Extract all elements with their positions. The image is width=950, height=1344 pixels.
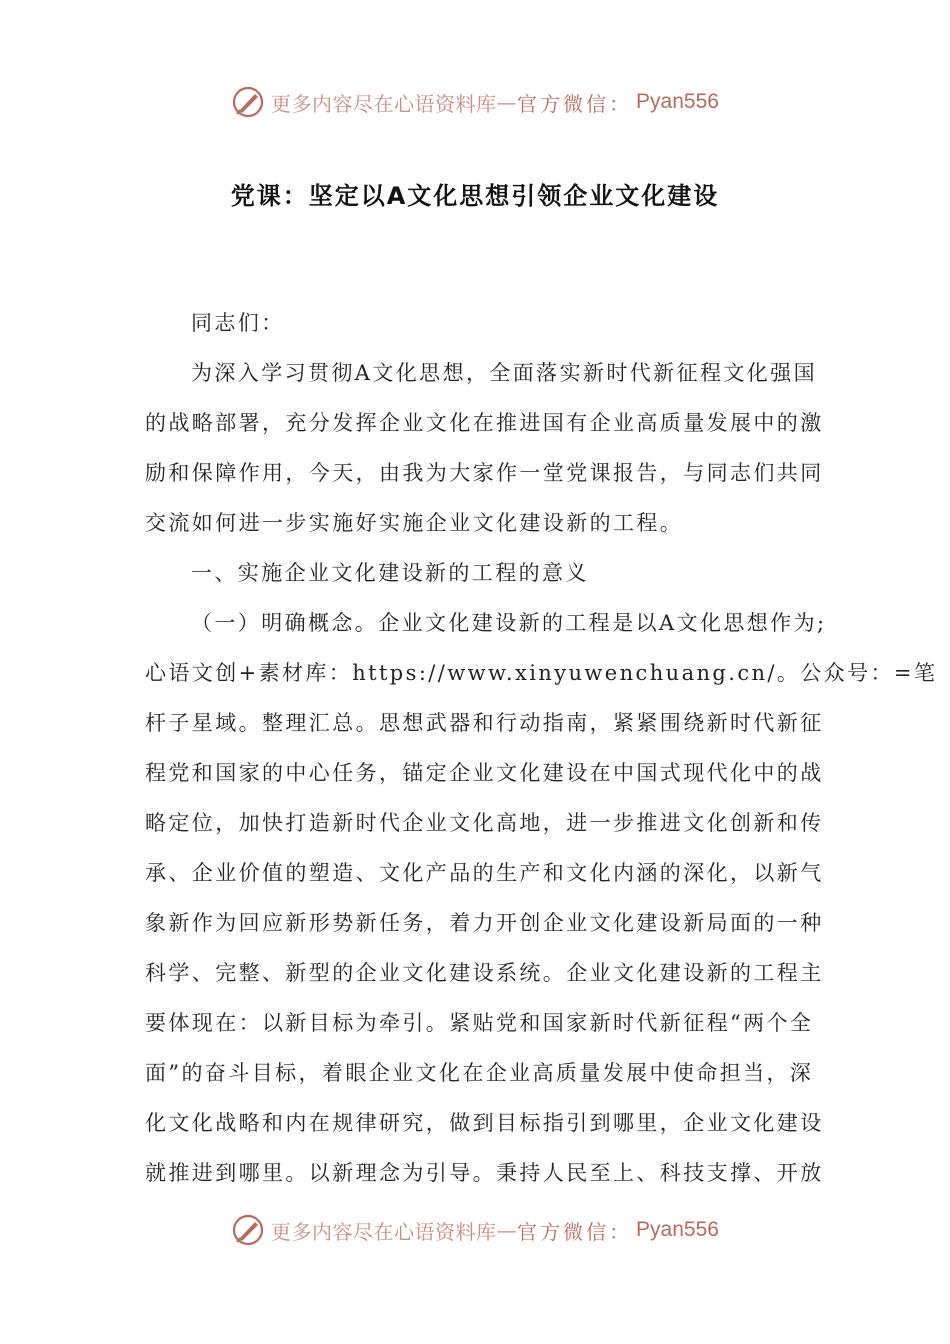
banner-wechat-label: 官方微信： [517, 91, 633, 116]
body-text-line: 化文化战略和内在规律研究，做到目标指引到哪里，企业文化建设 [145, 1111, 824, 1135]
body-text-line: 程党和国家的中心任务，锚定企业文化建设在中国式现代化中的战 [145, 761, 824, 785]
body-text-line: 为深入学习贯彻A文化思想，全面落实新时代新征程文化强国 [191, 361, 817, 385]
body-text-line: 交流如何进一步实施好实施企业文化建设新的工程。 [145, 511, 684, 535]
body-text-line: 略定位，加快打造新时代企业文化高地，进一步推进文化创新和传 [145, 811, 824, 835]
body-text-line: 的战略部署，充分发挥企业文化在推进国有企业高质量发展中的激 [145, 411, 824, 435]
body-text-line: 象新作为回应新形势新任务，着力开创企业文化建设新局面的一种 [145, 911, 824, 935]
body-text-line: （一）明确概念。企业文化建设新的工程是以A文化思想作为; [191, 611, 827, 635]
banner-wechat-id: Pyan556 [636, 1218, 719, 1241]
banner-main-text: 更多内容尽在心语资料库 [271, 91, 497, 116]
banner-separator: — [496, 1218, 518, 1242]
body-text-line: 要体现在：以新目标为牵引。紧贴党和国家新时代新征程“两个全 [145, 1011, 814, 1035]
banner-main-text: 更多内容尽在心语资料库 [271, 1219, 497, 1244]
quill-logo-icon [231, 1213, 265, 1247]
banner-wechat-id: Pyan556 [636, 90, 719, 113]
banner-wechat-label: 官方微信： [517, 1219, 633, 1244]
body-text-line: 承、企业价值的塑造、文化产品的生产和文化内涵的深化，以新气 [145, 861, 824, 885]
body-text-line: 杆子星域。整理汇总。思想武器和行动指南，紧紧围绕新时代新征 [145, 711, 824, 735]
header-watermark-banner [0, 82, 950, 122]
quill-logo-icon [231, 85, 265, 119]
body-text-line: 励和保障作用，今天，由我为大家作一堂党课报告，与同志们共同 [145, 461, 824, 485]
body-text-line: 一、实施企业文化建设新的工程的意义 [191, 561, 589, 585]
body-text-line: 面”的奋斗目标，着眼企业文化在企业高质量发展中使命担当，深 [145, 1061, 814, 1085]
body-text-line: 同志们： [191, 311, 285, 335]
document-body [145, 298, 938, 1198]
body-text-line: 科学、完整、新型的企业文化建设系统。企业文化建设新的工程主 [145, 961, 824, 985]
document-title: 党课：坚定以A文化思想引领企业文化建设 [230, 182, 720, 210]
body-text-line: 就推进到哪里。以新理念为引导。秉持人民至上、科技支撑、开放 [145, 1161, 824, 1185]
body-text-line: 心语文创+素材库：https://www.xinyuwenchuang.cn/。公众号：=笔 [145, 661, 938, 685]
banner-separator: — [496, 90, 518, 114]
footer-watermark-banner [0, 1210, 950, 1250]
